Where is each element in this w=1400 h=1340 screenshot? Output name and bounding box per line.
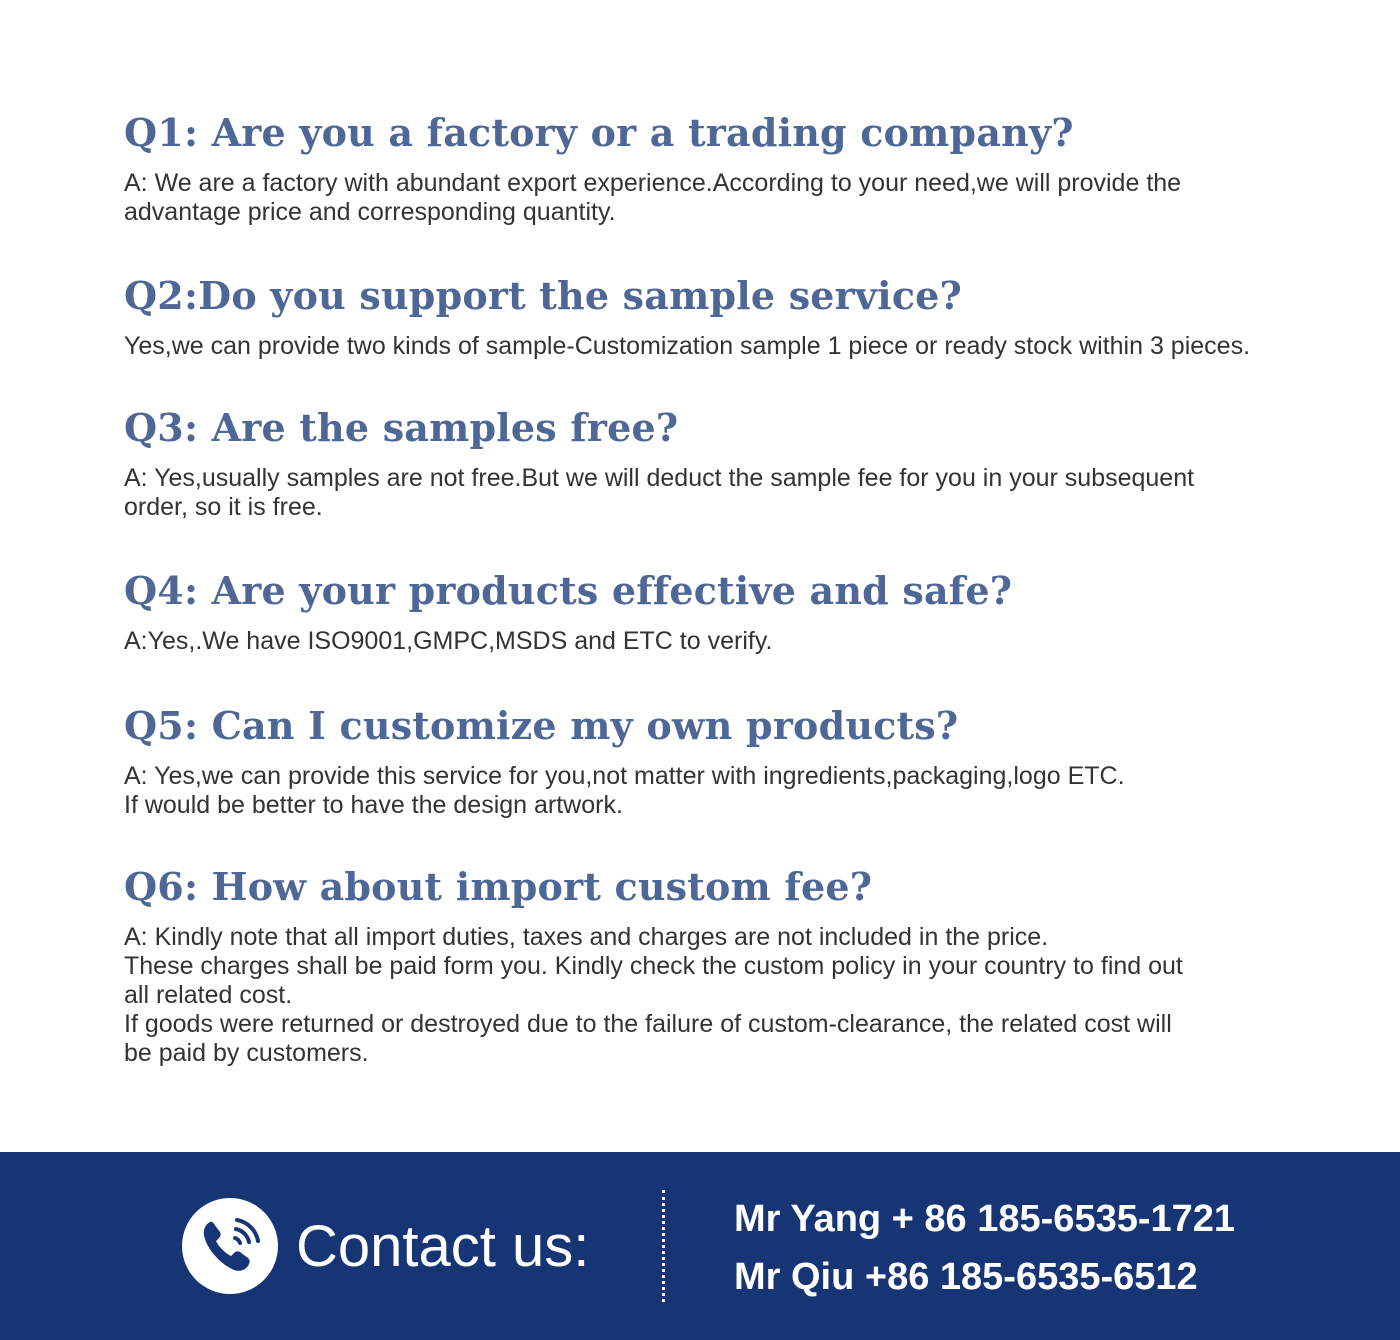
dotted-divider [662, 1190, 665, 1302]
faq-item-3 [124, 406, 1324, 522]
phone-icon [182, 1198, 278, 1294]
answer-line: If would be better to have the design artwork. [124, 791, 623, 819]
question-2: Q2:Do you support the sample service? [124, 273, 963, 318]
answer-line: A:Yes,.We have ISO9001,GMPC,MSDS and ETC to verify. [124, 627, 773, 655]
answer-line: Yes,we can provide two kinds of sample-Customization sample 1 piece or ready stock within 3 pieces. [124, 332, 1251, 360]
answer-line: A: Kindly note that all import duties, taxes and charges are not included in the price. [124, 923, 1049, 951]
answer-1 [124, 169, 1324, 227]
answer-line: A: Yes,we can provide this service for you,not matter with ingredients,packaging,logo ETC. [124, 762, 1125, 790]
contact-yang: Mr Yang + 86 185-6535-1721 [734, 1198, 1236, 1240]
contact-footer [0, 1152, 1400, 1340]
answer-line: advantage price and corresponding quantity. [124, 198, 616, 226]
answer-4 [124, 627, 1324, 656]
answer-6 [124, 923, 1324, 1068]
faq-item-2 [124, 274, 1324, 361]
answer-line: These charges shall be paid form you. Kindly check the custom policy in your country to find out [124, 952, 1183, 980]
answer-line: A: Yes,usually samples are not free.But we will deduct the sample fee for you in your subsequent [124, 464, 1195, 492]
answer-line: order, so it is free. [124, 493, 323, 521]
question-6: Q6: How about import custom fee? [124, 864, 873, 909]
faq-item-1 [124, 111, 1324, 227]
contact-list [734, 1190, 1235, 1306]
answer-line: be paid by customers. [124, 1039, 369, 1067]
question-5: Q5: Can I customize my own products? [124, 703, 959, 748]
answer-3 [124, 464, 1324, 522]
contact-us-label: Contact us: [296, 1214, 590, 1279]
answer-2 [124, 332, 1324, 361]
contact-qiu: Mr Qiu +86 185-6535-6512 [734, 1256, 1198, 1298]
answer-line: If goods were returned or destroyed due to the failure of custom-clearance, the related cost will [124, 1010, 1172, 1038]
answer-5 [124, 762, 1324, 820]
question-1: Q1: Are you a factory or a trading company? [124, 110, 1074, 155]
answer-line: all related cost. [124, 981, 293, 1009]
faq-item-5 [124, 704, 1324, 820]
faq-item-4 [124, 569, 1324, 656]
answer-line: A: We are a factory with abundant export experience.According to your need,we will provide the [124, 169, 1182, 197]
question-4: Q4: Are your products effective and safe? [124, 568, 1013, 613]
faq-item-6 [124, 865, 1324, 1068]
question-3: Q3: Are the samples free? [124, 405, 679, 450]
